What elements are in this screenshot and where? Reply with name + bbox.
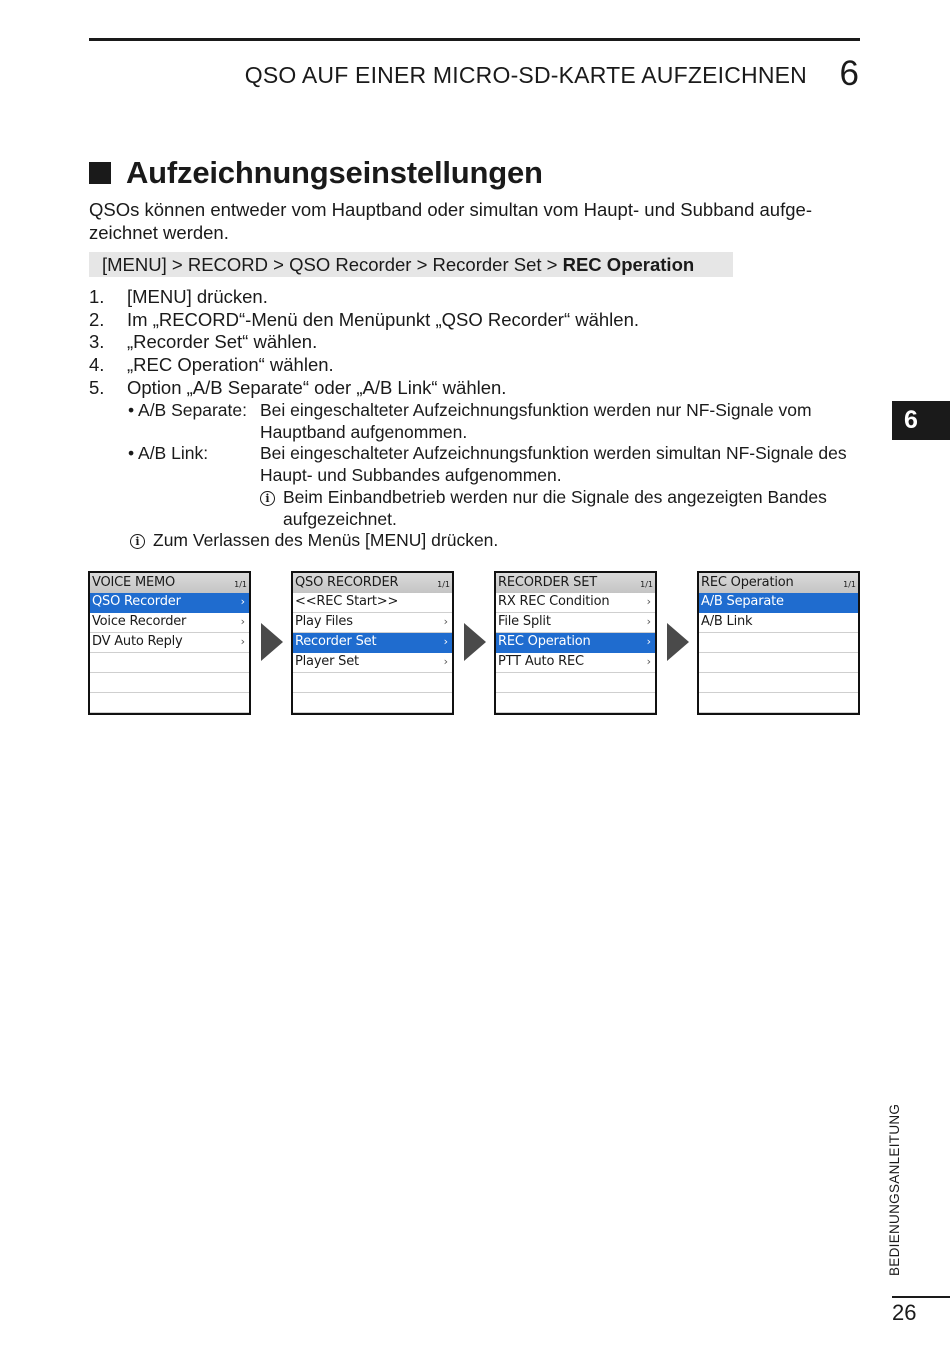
radio-screen-voice-memo bbox=[88, 571, 251, 715]
empty-row bbox=[293, 693, 452, 713]
empty-row bbox=[496, 693, 655, 713]
empty-row bbox=[699, 673, 858, 693]
list-item bbox=[89, 331, 639, 354]
empty-row bbox=[90, 673, 249, 693]
empty-row bbox=[699, 633, 858, 653]
screen-page-indicator: 1/1 bbox=[640, 580, 653, 589]
menu-path-target: REC Operation bbox=[562, 254, 695, 275]
step-number: 5. bbox=[89, 376, 105, 398]
step-text: Im „RECORD“-Menü den Menüpunkt „QSO Recorder“ wählen. bbox=[127, 308, 640, 330]
page-number: 26 bbox=[892, 1300, 917, 1325]
empty-row bbox=[699, 653, 858, 673]
menu-item-ab-separate[interactable] bbox=[699, 593, 858, 613]
empty-row bbox=[90, 653, 249, 673]
chevron-right-icon: › bbox=[240, 635, 245, 648]
arrow-right-icon bbox=[464, 623, 486, 661]
empty-row bbox=[699, 693, 858, 713]
radio-screen-recorder-set bbox=[494, 571, 657, 715]
screen-page-indicator: 1/1 bbox=[843, 580, 856, 589]
menu-item-label: Voice Recorder bbox=[92, 614, 187, 629]
menu-item-label: Player Set bbox=[295, 654, 359, 669]
menu-path-bar bbox=[89, 252, 733, 277]
step-text: „Recorder Set“ wählen. bbox=[127, 331, 318, 353]
screen-title-bar bbox=[699, 573, 858, 593]
option-description: Bei eingeschalteter Aufzeichnungsfunktion werden simultan NF-Signale des Haupt- und Subbandes aufgenommen. bbox=[260, 443, 847, 485]
empty-row bbox=[293, 673, 452, 693]
note-single-band bbox=[260, 487, 860, 530]
chevron-right-icon: › bbox=[646, 635, 651, 648]
chevron-right-icon: › bbox=[646, 595, 651, 608]
note-exit bbox=[130, 530, 498, 552]
steps-list bbox=[89, 286, 639, 400]
screen-title-bar bbox=[293, 573, 452, 593]
chapter-title: QSO AUF EINER MICRO-SD-KARTE AUFZEICHNEN bbox=[244, 62, 807, 88]
list-item bbox=[89, 286, 639, 309]
top-rule bbox=[89, 38, 860, 41]
menu-item-recorder-set[interactable] bbox=[293, 633, 452, 653]
screen-title-bar bbox=[496, 573, 655, 593]
step-text: Option „A/B Separate“ oder „A/B Link“ wählen. bbox=[127, 376, 507, 398]
screen-title: REC Operation bbox=[701, 575, 794, 590]
step-number: 1. bbox=[89, 286, 105, 307]
option-description: Bei eingeschalteter Aufzeichnungsfunktion werden nur NF-Signale vom Hauptband aufgenommen. bbox=[260, 400, 812, 442]
step-text: [MENU] drücken. bbox=[127, 286, 268, 307]
option-label: • A/B Separate: bbox=[128, 400, 247, 420]
note-text: Beim Einbandbetrieb werden nur die Signale des angezeigten Bandes aufgezeichnet. bbox=[283, 487, 827, 529]
step-number: 2. bbox=[89, 308, 105, 330]
section-title: Aufzeichnungseinstellungen bbox=[126, 155, 543, 190]
menu-item-rec-start[interactable] bbox=[293, 593, 452, 613]
option-label: • A/B Link: bbox=[128, 443, 209, 463]
screen-page-indicator: 1/1 bbox=[234, 580, 247, 589]
menu-item-rec-operation[interactable] bbox=[496, 633, 655, 653]
menu-item-label: A/B Link bbox=[701, 614, 753, 629]
square-bullet-icon bbox=[89, 162, 111, 184]
info-icon: i bbox=[260, 491, 275, 506]
menu-item-label: A/B Separate bbox=[701, 594, 784, 609]
step-number: 4. bbox=[89, 354, 105, 376]
menu-path-prefix: [MENU] > RECORD > QSO Recorder > Recorder Set > bbox=[102, 254, 563, 275]
list-item bbox=[89, 354, 639, 377]
radio-screen-qso-recorder bbox=[291, 571, 454, 715]
intro-paragraph: QSOs können entweder vom Hauptband oder simultan vom Haupt- und Subband aufgezeichnet werden. bbox=[89, 199, 812, 243]
arrow-right-icon bbox=[261, 623, 283, 661]
empty-row bbox=[90, 693, 249, 713]
menu-item-label: PTT Auto REC bbox=[498, 654, 584, 669]
menu-item-label: Recorder Set bbox=[295, 634, 377, 649]
empty-row bbox=[496, 673, 655, 693]
menu-item-label: RX REC Condition bbox=[498, 594, 610, 609]
step-number: 3. bbox=[89, 331, 105, 353]
menu-item-voice-recorder[interactable] bbox=[90, 613, 249, 633]
menu-item-file-split[interactable] bbox=[496, 613, 655, 633]
chapter-number: 6 bbox=[839, 54, 859, 93]
menu-item-ab-link[interactable] bbox=[699, 613, 858, 633]
menu-item-play-files[interactable] bbox=[293, 613, 452, 633]
chapter-tab: 6 bbox=[892, 401, 950, 440]
bottom-rule bbox=[892, 1296, 950, 1298]
menu-item-label: <<REC Start>> bbox=[295, 594, 399, 609]
list-item bbox=[89, 309, 639, 332]
chevron-right-icon: › bbox=[646, 615, 651, 628]
menu-path bbox=[102, 253, 694, 276]
menu-item-label: DV Auto Reply bbox=[92, 634, 183, 649]
menu-item-label: Play Files bbox=[295, 614, 353, 629]
menu-item-rx-rec-condition[interactable] bbox=[496, 593, 655, 613]
screen-title-bar bbox=[90, 573, 249, 593]
list-item bbox=[89, 377, 639, 400]
chevron-right-icon: › bbox=[240, 615, 245, 628]
menu-item-dv-auto-reply[interactable] bbox=[90, 633, 249, 653]
menu-item-ptt-auto-rec[interactable] bbox=[496, 653, 655, 673]
step-text: „REC Operation“ wählen. bbox=[127, 354, 334, 376]
chevron-right-icon: › bbox=[443, 655, 448, 668]
screen-page-indicator: 1/1 bbox=[437, 580, 450, 589]
section-heading bbox=[89, 155, 543, 191]
screen-title: QSO RECORDER bbox=[295, 575, 399, 590]
menu-item-label: QSO Recorder bbox=[92, 594, 181, 609]
menu-item-label: REC Operation bbox=[498, 634, 591, 649]
screen-title: VOICE MEMO bbox=[92, 575, 176, 590]
chevron-right-icon: › bbox=[443, 615, 448, 628]
menu-item-player-set[interactable] bbox=[293, 653, 452, 673]
screen-title: RECORDER SET bbox=[498, 575, 597, 590]
note-text: Zum Verlassen des Menüs [MENU] drücken. bbox=[153, 530, 499, 550]
arrow-right-icon bbox=[667, 623, 689, 661]
info-icon: i bbox=[130, 534, 145, 549]
chevron-right-icon: › bbox=[646, 655, 651, 668]
radio-screen-rec-operation bbox=[697, 571, 860, 715]
menu-item-qso-recorder[interactable] bbox=[90, 593, 249, 613]
side-label: BEDIENUNGSANLEITUNG bbox=[887, 1103, 902, 1276]
menu-item-label: File Split bbox=[498, 614, 551, 629]
chevron-right-icon: › bbox=[443, 635, 448, 648]
chevron-right-icon: › bbox=[240, 595, 245, 608]
